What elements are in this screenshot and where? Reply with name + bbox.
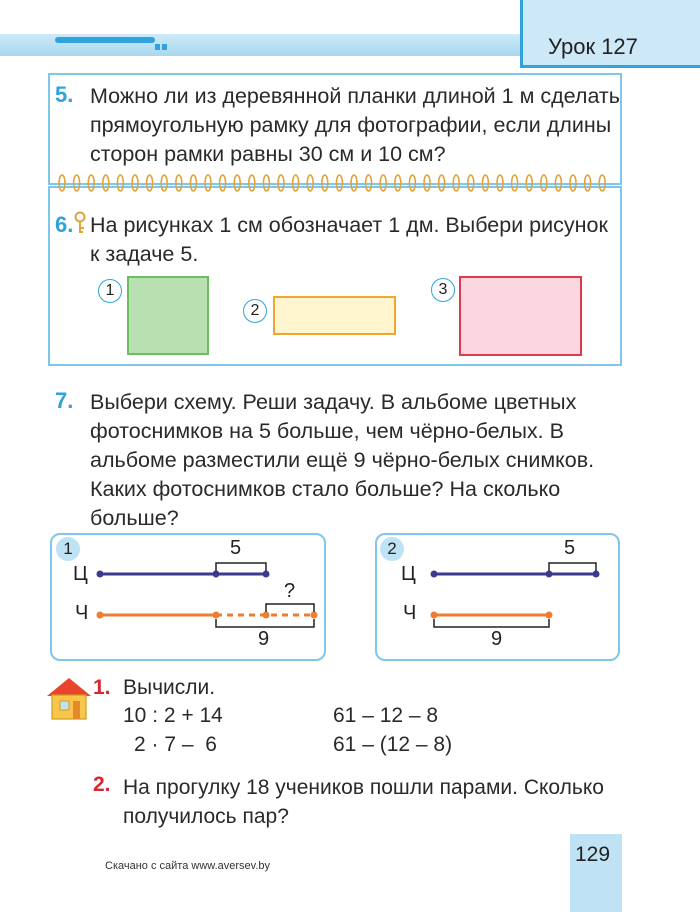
spiral-ring [570, 175, 576, 191]
header-dots [155, 37, 175, 43]
scheme-2-bw-label: Ч [403, 602, 417, 624]
source-note: Скачано с сайта www.aversev.by [105, 860, 271, 872]
spiral-ring [278, 175, 284, 191]
spiral-ring [380, 175, 386, 191]
homework-1-title: Вычисли. [123, 676, 216, 699]
option-1-rectangle[interactable] [127, 276, 209, 355]
spiral-ring [599, 175, 605, 191]
option-1-label: 1 [98, 279, 122, 303]
spiral-ring [190, 175, 196, 191]
spiral-ring [541, 175, 547, 191]
spiral-ring [468, 175, 474, 191]
scheme-2-number: 2 [380, 537, 404, 561]
option-3-rectangle[interactable] [459, 276, 582, 356]
scheme-1-bw-label: Ч [75, 602, 89, 624]
spiral-ring [220, 175, 226, 191]
homework-1-number: 1. [93, 676, 111, 699]
house-icon [45, 676, 93, 720]
task7-number: 7. [55, 388, 74, 413]
scheme-2-bottom-value: 9 [491, 628, 503, 650]
spiral-ring [409, 175, 415, 191]
scheme-2-colored-label: Ц [401, 563, 416, 585]
homework-2-text: На прогулку 18 учеников пошли парами. Сколько получилось пар? [123, 776, 604, 828]
expression: 2 · 7 – 6 [134, 733, 217, 756]
spiral-ring [74, 175, 80, 191]
scheme-2-top-value: 5 [564, 537, 576, 559]
spiral-ring [585, 175, 591, 191]
task5-text: Можно ли из деревянной планки длиной 1 м сделать прямоугольную рамку для фотографии, если длины сторон рамки равны 30 см и 10 см? [90, 84, 620, 166]
spiral-ring [263, 175, 269, 191]
spiral-ring [482, 175, 488, 191]
spiral-ring [103, 175, 109, 191]
spiral-ring [176, 175, 182, 191]
expression: 10 : 2 + 14 [123, 704, 223, 727]
spiral-ring [497, 175, 503, 191]
page-number: 129 [575, 843, 611, 866]
scheme-1-question: ? [284, 580, 296, 602]
spiral-ring [234, 175, 240, 191]
spiral-ring [322, 175, 328, 191]
spiral-ring [293, 175, 299, 191]
spiral-binding [50, 172, 620, 194]
spiral-ring [59, 175, 65, 191]
task5-number: 5. [55, 82, 74, 107]
expression: 61 – (12 – 8) [333, 733, 453, 756]
option-3-label: 3 [431, 278, 455, 302]
scheme-1-number: 1 [56, 537, 80, 561]
spiral-ring [336, 175, 342, 191]
key-icon [72, 211, 88, 235]
spiral-ring [161, 175, 167, 191]
task6-number: 6. [55, 212, 74, 237]
lesson-title: Урок 127 [548, 34, 638, 59]
expression: 61 – 12 – 8 [333, 704, 439, 727]
spiral-ring [453, 175, 459, 191]
spiral-ring [512, 175, 518, 191]
spiral-ring [439, 175, 445, 191]
spiral-ring [351, 175, 357, 191]
spiral-ring [132, 175, 138, 191]
scheme-1-colored-label: Ц [73, 563, 88, 585]
spiral-ring [555, 175, 561, 191]
spiral-ring [395, 175, 401, 191]
spiral-ring [249, 175, 255, 191]
option-2-label: 2 [243, 299, 267, 323]
spiral-ring [117, 175, 123, 191]
spiral-ring [205, 175, 211, 191]
option-2-rectangle[interactable] [273, 296, 396, 335]
spiral-ring [424, 175, 430, 191]
task7-text: Выбери схему. Реши задачу. В альбоме цветных фотоснимков на 5 больше, чем чёрно-белых. В альбоме разместили ещё 9 чёрно-белых снимков. Каких фотоснимков стало больше? На сколько больше? [90, 390, 595, 530]
spiral-ring [147, 175, 153, 191]
spiral-ring [88, 175, 94, 191]
spiral-ring [307, 175, 313, 191]
homework-2-number: 2. [93, 773, 111, 796]
scheme-1-top-value: 5 [230, 537, 242, 559]
spiral-ring [366, 175, 372, 191]
spiral-ring [526, 175, 532, 191]
header-accent-bar [55, 37, 155, 43]
task6-text: На рисунках 1 см обозначает 1 дм. Выбери рисунок к задаче 5. [90, 213, 608, 266]
scheme-1-bottom-value: 9 [258, 628, 270, 650]
